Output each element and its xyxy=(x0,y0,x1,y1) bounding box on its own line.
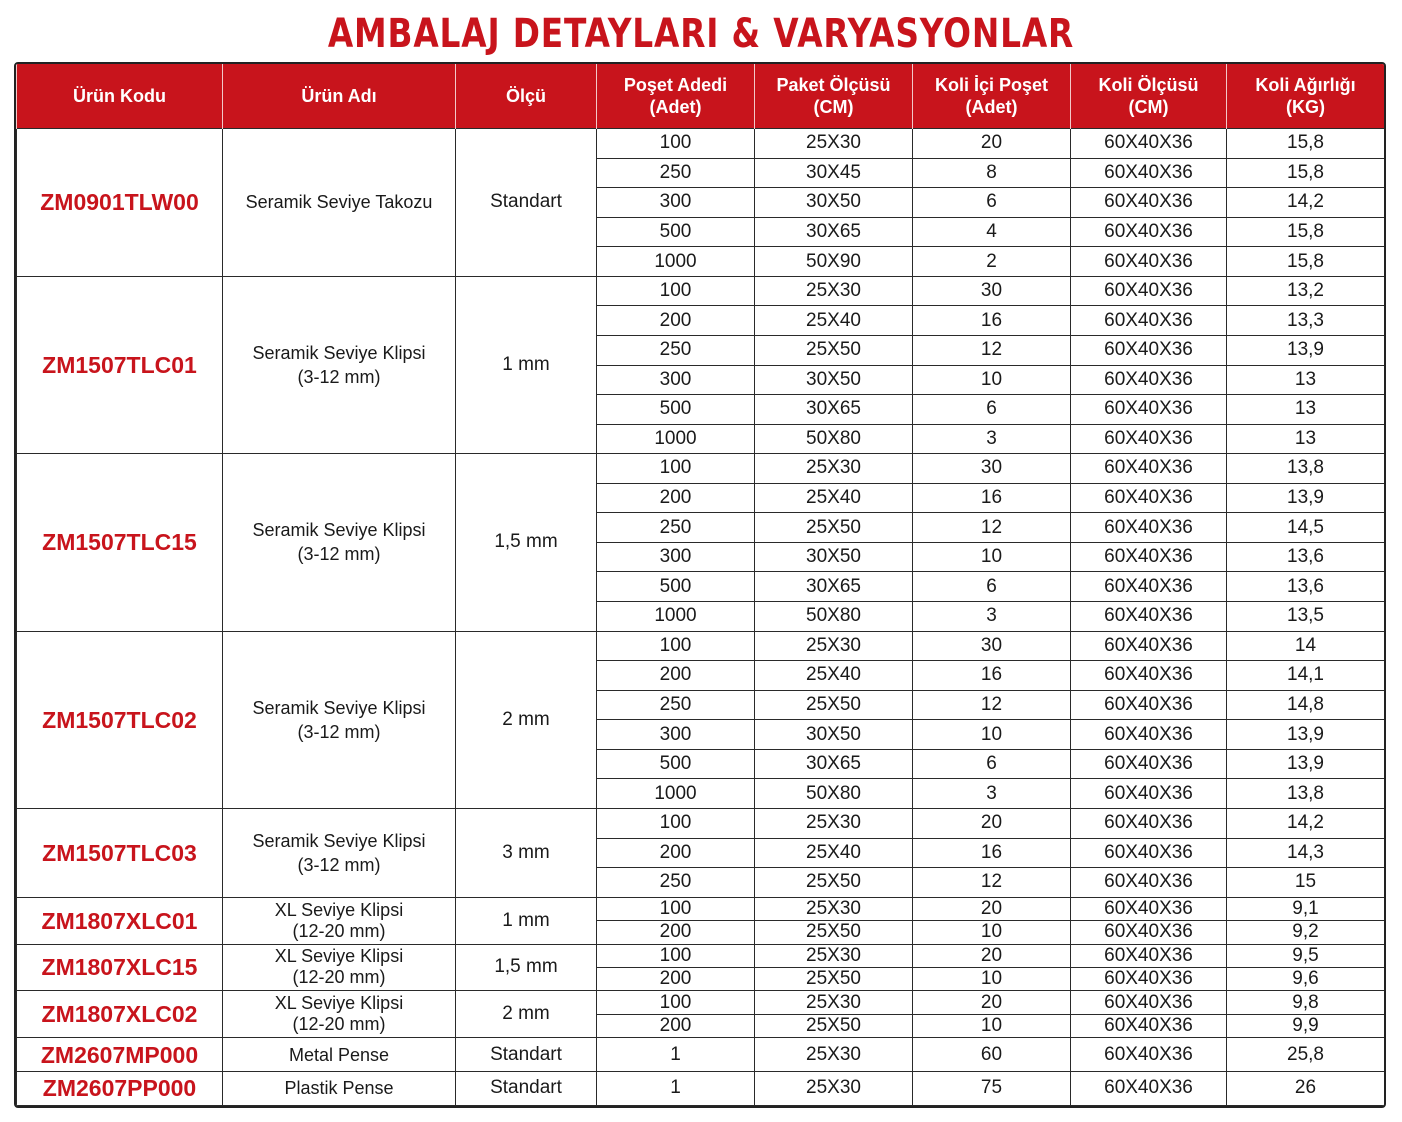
size-cell: 3 mm xyxy=(456,808,597,897)
box-weight-cell: 9,6 xyxy=(1227,967,1385,990)
product-code-cell: ZM1807XLC01 xyxy=(17,897,223,944)
bag-count-cell: 300 xyxy=(597,542,755,572)
product-code-cell: ZM1807XLC02 xyxy=(17,991,223,1038)
box-weight-cell: 9,8 xyxy=(1227,991,1385,1014)
header-label-line: (Adet) xyxy=(649,97,702,117)
package-size-cell: 30X45 xyxy=(755,158,913,188)
package-size-cell: 25X30 xyxy=(755,454,913,484)
bags-per-box-cell: 30 xyxy=(913,276,1071,306)
bag-count-cell: 300 xyxy=(597,365,755,395)
bags-per-box-cell: 6 xyxy=(913,188,1071,218)
box-weight-cell: 13,3 xyxy=(1227,306,1385,336)
table-row xyxy=(17,897,1385,920)
box-size-cell: 60X40X36 xyxy=(1071,247,1227,277)
box-size-cell: 60X40X36 xyxy=(1071,944,1227,967)
package-size-cell: 25X50 xyxy=(755,868,913,898)
product-name-line: (12-20 mm) xyxy=(292,967,386,988)
box-size-cell: 60X40X36 xyxy=(1071,395,1227,425)
box-size-cell: 60X40X36 xyxy=(1071,720,1227,750)
bags-per-box-cell: 30 xyxy=(913,454,1071,484)
box-weight-cell: 14,5 xyxy=(1227,513,1385,543)
bag-count-cell: 300 xyxy=(597,720,755,750)
box-weight-cell: 13,8 xyxy=(1227,779,1385,809)
box-size-cell: 60X40X36 xyxy=(1071,991,1227,1014)
header-product-code xyxy=(17,64,223,129)
package-size-cell: 25X30 xyxy=(755,1038,913,1072)
bag-count-cell: 500 xyxy=(597,572,755,602)
size-cell: 1,5 mm xyxy=(456,944,597,991)
box-size-cell: 60X40X36 xyxy=(1071,897,1227,920)
box-weight-cell: 13 xyxy=(1227,395,1385,425)
header-product-name xyxy=(223,64,456,129)
package-size-cell: 25X30 xyxy=(755,991,913,1014)
header-label-line: Ölçü xyxy=(505,86,546,106)
header-bag-count xyxy=(597,64,755,129)
product-name-cell xyxy=(223,454,456,631)
header-package-size xyxy=(755,64,913,129)
bags-per-box-cell: 75 xyxy=(913,1071,1071,1105)
bags-per-box-cell: 16 xyxy=(913,838,1071,868)
box-size-cell: 60X40X36 xyxy=(1071,572,1227,602)
box-size-cell: 60X40X36 xyxy=(1071,158,1227,188)
box-weight-cell: 13,2 xyxy=(1227,276,1385,306)
product-name-line: Metal Pense xyxy=(288,1044,390,1065)
bag-count-cell: 250 xyxy=(597,690,755,720)
package-size-cell: 25X30 xyxy=(755,897,913,920)
bags-per-box-cell: 12 xyxy=(913,335,1071,365)
product-name-cell xyxy=(223,808,456,897)
bag-count-cell: 100 xyxy=(597,944,755,967)
size-cell: Standart xyxy=(456,129,597,277)
header-label-line: (KG) xyxy=(1286,97,1325,117)
box-weight-cell: 9,9 xyxy=(1227,1014,1385,1037)
box-size-cell: 60X40X36 xyxy=(1071,1014,1227,1037)
box-weight-cell: 15,8 xyxy=(1227,247,1385,277)
box-size-cell: 60X40X36 xyxy=(1071,1038,1227,1072)
box-size-cell: 60X40X36 xyxy=(1071,542,1227,572)
package-size-cell: 30X50 xyxy=(755,365,913,395)
bags-per-box-cell: 20 xyxy=(913,808,1071,838)
product-code-cell: ZM1507TLC02 xyxy=(17,631,223,808)
package-size-cell: 25X50 xyxy=(755,921,913,944)
size-cell: 2 mm xyxy=(456,991,597,1038)
bag-count-cell: 200 xyxy=(597,483,755,513)
bag-count-cell: 200 xyxy=(597,967,755,990)
product-name-cell xyxy=(223,276,456,453)
bag-count-cell: 100 xyxy=(597,276,755,306)
product-code-cell: ZM2607MP000 xyxy=(17,1038,223,1072)
bags-per-box-cell: 16 xyxy=(913,306,1071,336)
box-size-cell: 60X40X36 xyxy=(1071,129,1227,159)
bag-count-cell: 100 xyxy=(597,808,755,838)
product-name-line: (3-12 mm) xyxy=(297,721,381,742)
box-size-cell: 60X40X36 xyxy=(1071,631,1227,661)
package-size-cell: 25X30 xyxy=(755,129,913,159)
bag-count-cell: 1 xyxy=(597,1071,755,1105)
product-name-line: XL Seviye Klipsi xyxy=(274,946,404,967)
size-cell: 2 mm xyxy=(456,631,597,808)
product-name-line: XL Seviye Klipsi xyxy=(274,899,404,920)
package-size-cell: 25X50 xyxy=(755,335,913,365)
bags-per-box-cell: 6 xyxy=(913,395,1071,425)
bags-per-box-cell: 2 xyxy=(913,247,1071,277)
product-name-cell xyxy=(223,1071,456,1105)
box-weight-cell: 14,2 xyxy=(1227,188,1385,218)
box-weight-cell: 15,8 xyxy=(1227,158,1385,188)
box-weight-cell: 13,9 xyxy=(1227,720,1385,750)
bags-per-box-cell: 10 xyxy=(913,921,1071,944)
header-label-line: Koli Ağırlığı xyxy=(1255,75,1356,95)
product-name-line: (3-12 mm) xyxy=(297,367,381,387)
box-weight-cell: 9,1 xyxy=(1227,897,1385,920)
package-size-cell: 25X50 xyxy=(755,1014,913,1037)
package-size-cell: 25X40 xyxy=(755,483,913,513)
bag-count-cell: 1000 xyxy=(597,424,755,454)
bag-count-cell: 1000 xyxy=(597,602,755,632)
size-cell: Standart xyxy=(456,1038,597,1072)
product-name-line: Seramik Seviye Klipsi xyxy=(252,343,426,363)
package-size-cell: 25X40 xyxy=(755,838,913,868)
bag-count-cell: 500 xyxy=(597,395,755,425)
box-size-cell: 60X40X36 xyxy=(1071,335,1227,365)
box-size-cell: 60X40X36 xyxy=(1071,188,1227,218)
bags-per-box-cell: 10 xyxy=(913,542,1071,572)
box-weight-cell: 13,6 xyxy=(1227,542,1385,572)
bags-per-box-cell: 12 xyxy=(913,868,1071,898)
product-name-line: Seramik Seviye Klipsi xyxy=(252,830,426,851)
bags-per-box-cell: 6 xyxy=(913,749,1071,779)
bag-count-cell: 200 xyxy=(597,306,755,336)
bags-per-box-cell: 20 xyxy=(913,129,1071,159)
table-row xyxy=(17,129,1385,159)
table-row xyxy=(17,991,1385,1014)
package-size-cell: 25X50 xyxy=(755,690,913,720)
product-name-line: (3-12 mm) xyxy=(297,854,381,875)
product-name-line: Seramik Seviye Klipsi xyxy=(252,697,426,718)
box-weight-cell: 13 xyxy=(1227,424,1385,454)
header-label-line: (Adet) xyxy=(965,97,1018,117)
table-row xyxy=(17,454,1385,484)
box-size-cell: 60X40X36 xyxy=(1071,808,1227,838)
table-row xyxy=(17,1038,1385,1072)
package-size-cell: 50X80 xyxy=(755,424,913,454)
box-weight-cell: 14,3 xyxy=(1227,838,1385,868)
box-weight-cell: 9,2 xyxy=(1227,921,1385,944)
size-cell: 1,5 mm xyxy=(456,454,597,631)
box-size-cell: 60X40X36 xyxy=(1071,749,1227,779)
bags-per-box-cell: 10 xyxy=(913,1014,1071,1037)
header-row xyxy=(17,64,1385,129)
bags-per-box-cell: 4 xyxy=(913,217,1071,247)
package-size-cell: 30X50 xyxy=(755,720,913,750)
bag-count-cell: 200 xyxy=(597,1014,755,1037)
bags-per-box-cell: 6 xyxy=(913,572,1071,602)
size-cell: 1 mm xyxy=(456,897,597,944)
box-weight-cell: 15 xyxy=(1227,868,1385,898)
package-size-cell: 50X80 xyxy=(755,602,913,632)
product-name-cell xyxy=(223,129,456,277)
package-size-cell: 25X30 xyxy=(755,276,913,306)
product-name-line: Seramik Seviye Takozu xyxy=(245,192,433,213)
package-size-cell: 50X90 xyxy=(755,247,913,277)
bag-count-cell: 300 xyxy=(597,188,755,218)
package-size-cell: 25X40 xyxy=(755,306,913,336)
bag-count-cell: 100 xyxy=(597,129,755,159)
package-size-cell: 25X30 xyxy=(755,631,913,661)
package-size-cell: 25X30 xyxy=(755,944,913,967)
bags-per-box-cell: 8 xyxy=(913,158,1071,188)
box-size-cell: 60X40X36 xyxy=(1071,602,1227,632)
product-name-cell xyxy=(223,1038,456,1072)
box-weight-cell: 13,9 xyxy=(1227,749,1385,779)
bag-count-cell: 200 xyxy=(597,838,755,868)
package-size-cell: 25X40 xyxy=(755,661,913,691)
box-size-cell: 60X40X36 xyxy=(1071,276,1227,306)
bag-count-cell: 500 xyxy=(597,217,755,247)
bag-count-cell: 250 xyxy=(597,335,755,365)
bags-per-box-cell: 3 xyxy=(913,424,1071,454)
box-weight-cell: 26 xyxy=(1227,1071,1385,1105)
product-code-cell: ZM1507TLC15 xyxy=(17,454,223,631)
product-name-line: (3-12 mm) xyxy=(297,544,381,565)
box-size-cell: 60X40X36 xyxy=(1071,483,1227,513)
box-weight-cell: 13,9 xyxy=(1227,335,1385,365)
product-code-cell: ZM1507TLC01 xyxy=(17,276,223,453)
box-weight-cell: 14,1 xyxy=(1227,661,1385,691)
header-box-weight xyxy=(1227,64,1385,129)
bags-per-box-cell: 10 xyxy=(913,365,1071,395)
bag-count-cell: 200 xyxy=(597,921,755,944)
package-size-cell: 30X65 xyxy=(755,749,913,779)
box-size-cell: 60X40X36 xyxy=(1071,365,1227,395)
box-size-cell: 60X40X36 xyxy=(1071,868,1227,898)
package-size-cell: 30X50 xyxy=(755,542,913,572)
table-row xyxy=(17,631,1385,661)
bag-count-cell: 1000 xyxy=(597,779,755,809)
header-label-line: (CM) xyxy=(813,97,854,117)
product-name-cell xyxy=(223,991,456,1038)
box-size-cell: 60X40X36 xyxy=(1071,838,1227,868)
bags-per-box-cell: 30 xyxy=(913,631,1071,661)
bag-count-cell: 100 xyxy=(597,897,755,920)
product-code-cell: ZM2607PP000 xyxy=(17,1071,223,1105)
box-size-cell: 60X40X36 xyxy=(1071,661,1227,691)
box-size-cell: 60X40X36 xyxy=(1071,513,1227,543)
bags-per-box-cell: 20 xyxy=(913,991,1071,1014)
box-weight-cell: 14,2 xyxy=(1227,808,1385,838)
box-weight-cell: 13,9 xyxy=(1227,483,1385,513)
size-cell: 1 mm xyxy=(456,276,597,453)
box-weight-cell: 15,8 xyxy=(1227,217,1385,247)
bags-per-box-cell: 16 xyxy=(913,661,1071,691)
box-size-cell: 60X40X36 xyxy=(1071,1071,1227,1105)
product-name-line: (12-20 mm) xyxy=(292,1014,386,1035)
header-label-line: Ürün Adı xyxy=(301,86,377,106)
product-name-line: XL Seviye Klipsi xyxy=(274,993,404,1014)
table-row xyxy=(17,276,1385,306)
product-name-line: (12-20 mm) xyxy=(292,920,386,941)
bags-per-box-cell: 12 xyxy=(913,690,1071,720)
table-row xyxy=(17,1071,1385,1105)
bag-count-cell: 250 xyxy=(597,513,755,543)
box-weight-cell: 13 xyxy=(1227,365,1385,395)
box-size-cell: 60X40X36 xyxy=(1071,454,1227,484)
size-cell: Standart xyxy=(456,1071,597,1105)
packaging-table xyxy=(14,62,1386,1108)
package-size-cell: 25X50 xyxy=(755,513,913,543)
page-title: AMBALAJ DETAYLARI & VARYASYONLAR xyxy=(327,11,1075,57)
package-size-cell: 30X65 xyxy=(755,395,913,425)
package-size-cell: 25X30 xyxy=(755,1071,913,1105)
bag-count-cell: 1 xyxy=(597,1038,755,1072)
package-size-cell: 30X65 xyxy=(755,572,913,602)
header-label-line: Ürün Kodu xyxy=(73,86,166,106)
bag-count-cell: 250 xyxy=(597,158,755,188)
box-size-cell: 60X40X36 xyxy=(1071,967,1227,990)
package-size-cell: 30X50 xyxy=(755,188,913,218)
bag-count-cell: 100 xyxy=(597,991,755,1014)
product-name-line: Plastik Pense xyxy=(284,1078,394,1099)
header-label-line: Koli Ölçüsü xyxy=(1098,75,1199,95)
bags-per-box-cell: 10 xyxy=(913,967,1071,990)
box-weight-cell: 25,8 xyxy=(1227,1038,1385,1072)
product-name-cell xyxy=(223,897,456,944)
table-row xyxy=(17,944,1385,967)
header-label-line: Poşet Adedi xyxy=(623,75,728,95)
bag-count-cell: 1000 xyxy=(597,247,755,277)
bags-per-box-cell: 60 xyxy=(913,1038,1071,1072)
package-size-cell: 25X50 xyxy=(755,967,913,990)
product-code-cell: ZM1807XLC15 xyxy=(17,944,223,991)
header-label-line: Koli İçi Poşet xyxy=(934,75,1049,95)
bag-count-cell: 200 xyxy=(597,661,755,691)
box-weight-cell: 13,5 xyxy=(1227,602,1385,632)
header-size xyxy=(456,64,597,129)
box-weight-cell: 9,5 xyxy=(1227,944,1385,967)
box-size-cell: 60X40X36 xyxy=(1071,921,1227,944)
package-size-cell: 25X30 xyxy=(755,808,913,838)
header-label-line: Paket Ölçüsü xyxy=(776,75,891,95)
product-name-cell xyxy=(223,944,456,991)
table-body xyxy=(17,129,1385,1106)
box-weight-cell: 14 xyxy=(1227,631,1385,661)
bag-count-cell: 100 xyxy=(597,631,755,661)
box-size-cell: 60X40X36 xyxy=(1071,424,1227,454)
header-label-line: (CM) xyxy=(1128,97,1169,117)
bag-count-cell: 500 xyxy=(597,749,755,779)
package-size-cell: 30X65 xyxy=(755,217,913,247)
box-size-cell: 60X40X36 xyxy=(1071,779,1227,809)
bag-count-cell: 250 xyxy=(597,868,755,898)
package-size-cell: 50X80 xyxy=(755,779,913,809)
bags-per-box-cell: 10 xyxy=(913,720,1071,750)
bags-per-box-cell: 16 xyxy=(913,483,1071,513)
product-code-cell: ZM1507TLC03 xyxy=(17,808,223,897)
box-size-cell: 60X40X36 xyxy=(1071,217,1227,247)
product-name-line: Seramik Seviye Klipsi xyxy=(252,520,426,541)
bag-count-cell: 100 xyxy=(597,454,755,484)
bags-per-box-cell: 20 xyxy=(913,897,1071,920)
box-weight-cell: 13,6 xyxy=(1227,572,1385,602)
header-box-size xyxy=(1071,64,1227,129)
box-weight-cell: 15,8 xyxy=(1227,129,1385,159)
box-size-cell: 60X40X36 xyxy=(1071,690,1227,720)
product-name-cell xyxy=(223,631,456,808)
table-row xyxy=(17,808,1385,838)
box-weight-cell: 14,8 xyxy=(1227,690,1385,720)
bags-per-box-cell: 12 xyxy=(913,513,1071,543)
product-code-cell: ZM0901TLW00 xyxy=(17,129,223,277)
box-weight-cell: 13,8 xyxy=(1227,454,1385,484)
bags-per-box-cell: 3 xyxy=(913,602,1071,632)
header-bags-per-box xyxy=(913,64,1071,129)
bags-per-box-cell: 3 xyxy=(913,779,1071,809)
bags-per-box-cell: 20 xyxy=(913,944,1071,967)
box-size-cell: 60X40X36 xyxy=(1071,306,1227,336)
